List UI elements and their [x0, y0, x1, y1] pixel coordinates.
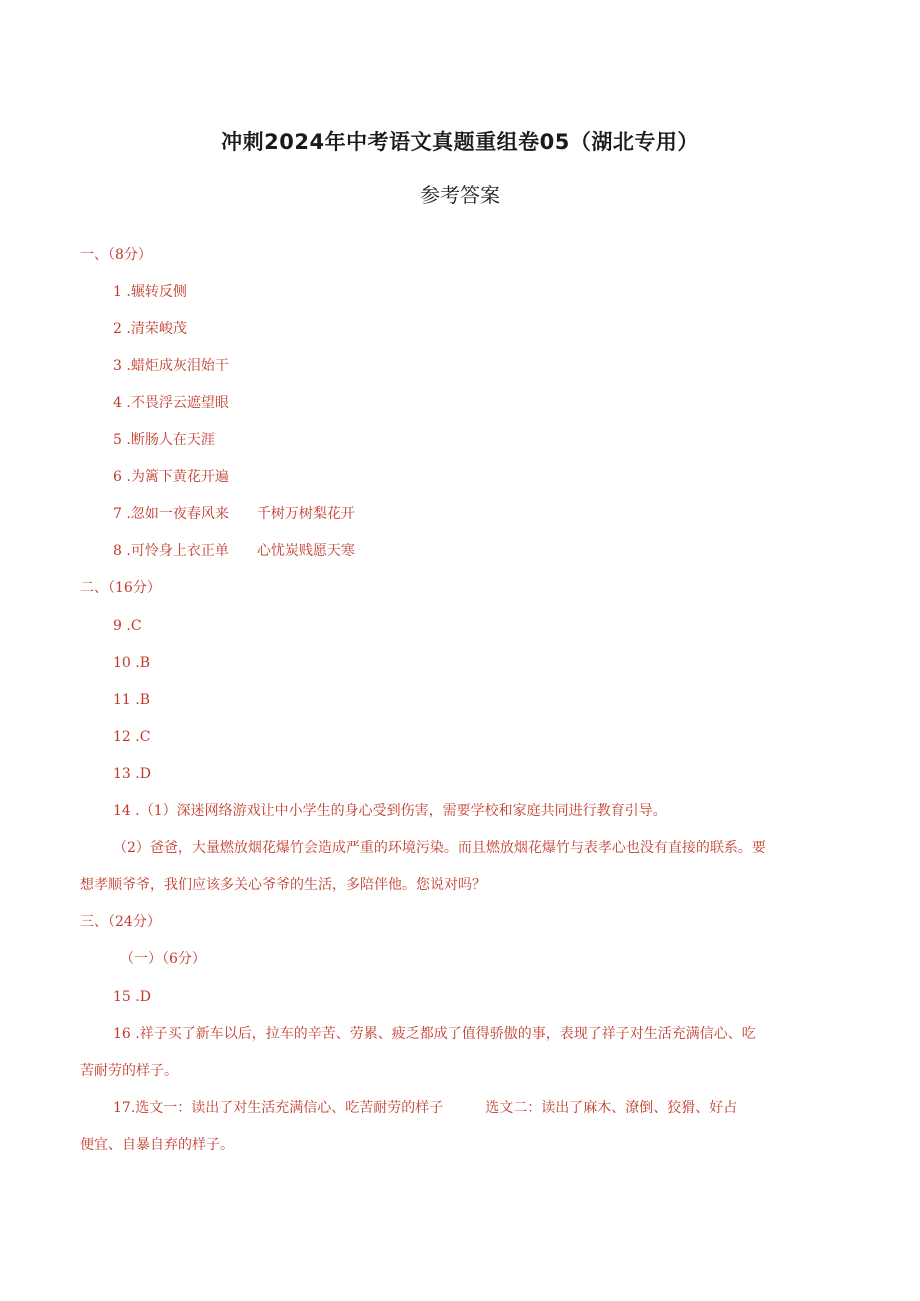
answer-number: 9 [113, 618, 122, 634]
section-heading-3: 三、（24分） [80, 914, 161, 930]
answer-text: .（1）深迷网络游戏让中小学生的身心受到伤害，需要学校和家庭共同进行教育引导。 [135, 803, 667, 819]
answer-text: .D [135, 989, 151, 1005]
answer-number: 13 [113, 766, 131, 782]
answer-number: 7 [113, 506, 122, 522]
answer-item [113, 319, 187, 339]
answer-number: 3 [113, 358, 122, 374]
answer-text: .不畏浮云遮望眼 [126, 395, 229, 411]
answer-item [113, 356, 229, 376]
page-title: 冲刺2024年中考语文真题重组卷05（湖北专用） [221, 130, 699, 154]
answer-number: 8 [113, 543, 122, 559]
answer-item [113, 430, 215, 450]
answer-text: .辗转反侧 [126, 284, 187, 300]
answer-number: 14 [113, 803, 131, 819]
answer-item [113, 1024, 756, 1044]
answer-text: .B [135, 692, 151, 708]
answer-item [113, 653, 150, 673]
answer-number: 12 [113, 729, 131, 745]
answer-text-second: 心忧炭贱愿天寒 [256, 543, 355, 559]
answer-item [113, 504, 355, 524]
page-subtitle: 参考答案 [420, 183, 500, 207]
answer-item [113, 1098, 737, 1118]
answer-number: 15 [113, 989, 131, 1005]
answer-text: .忽如一夜春风来 [126, 506, 229, 522]
answer-item [113, 801, 667, 821]
answer-paragraph-line: 想孝顺爷爷，我们应该多关心爷爷的生活，多陪伴他。您说对吗？ [80, 877, 486, 893]
answer-item [113, 616, 142, 636]
answer-text: .D [135, 766, 151, 782]
answer-item [113, 282, 187, 302]
answer-text-second: 选文二：读出了麻木、潦倒、狡猾、好占 [485, 1100, 738, 1116]
answer-text: .可怜身上衣正单 [126, 543, 229, 559]
answer-number: 2 [113, 321, 122, 337]
answer-item [113, 393, 229, 413]
answer-text: .C [135, 729, 151, 745]
answer-paragraph-line: 苦耐劳的样子。 [80, 1063, 178, 1079]
answer-item [113, 764, 151, 784]
answer-item [113, 727, 150, 747]
answer-text: .断肠人在天涯 [126, 432, 215, 448]
answer-number: 5 [113, 432, 122, 448]
answer-text: .为篱下黄花开遍 [126, 469, 229, 485]
answer-item [113, 987, 151, 1007]
answer-text-second: 千树万树梨花开 [256, 506, 355, 522]
answer-text: .祥子买了新车以后，拉车的辛苦、劳累、疲乏都成了值得骄傲的事，表现了祥子对生活充满信心、吃 [135, 1026, 756, 1042]
answer-number: 1 [113, 284, 122, 300]
answer-text: .B [135, 655, 151, 671]
answer-number: 11 [113, 692, 131, 708]
answer-item [113, 541, 355, 561]
answer-paragraph-line: （2）爸爸，大量燃放烟花爆竹会造成严重的环境污染。而且燃放烟花爆竹与表孝心也没有直接的联系。要 [113, 840, 766, 856]
answer-text: .清荣峻茂 [126, 321, 187, 337]
answer-text: .蜡炬成灰泪始干 [126, 358, 229, 374]
answer-number: 16 [113, 1026, 131, 1042]
answer-text: .C [126, 618, 142, 634]
answer-paragraph-line: 便宜、自暴自弃的样子。 [80, 1137, 234, 1153]
section-heading-1: 一、（8分） [80, 247, 152, 263]
answer-text: .选文一：读出了对生活充满信心、吃苦耐劳的样子 [130, 1100, 444, 1116]
section-heading-2: 二、（16分） [80, 580, 161, 596]
answer-number: 6 [113, 469, 122, 485]
answer-item [113, 690, 150, 710]
answer-number: 10 [113, 655, 131, 671]
answer-item [113, 467, 229, 487]
subsection-heading: （一）（6分） [120, 951, 206, 967]
answer-number: 17 [113, 1100, 131, 1116]
answer-number: 4 [113, 395, 122, 411]
